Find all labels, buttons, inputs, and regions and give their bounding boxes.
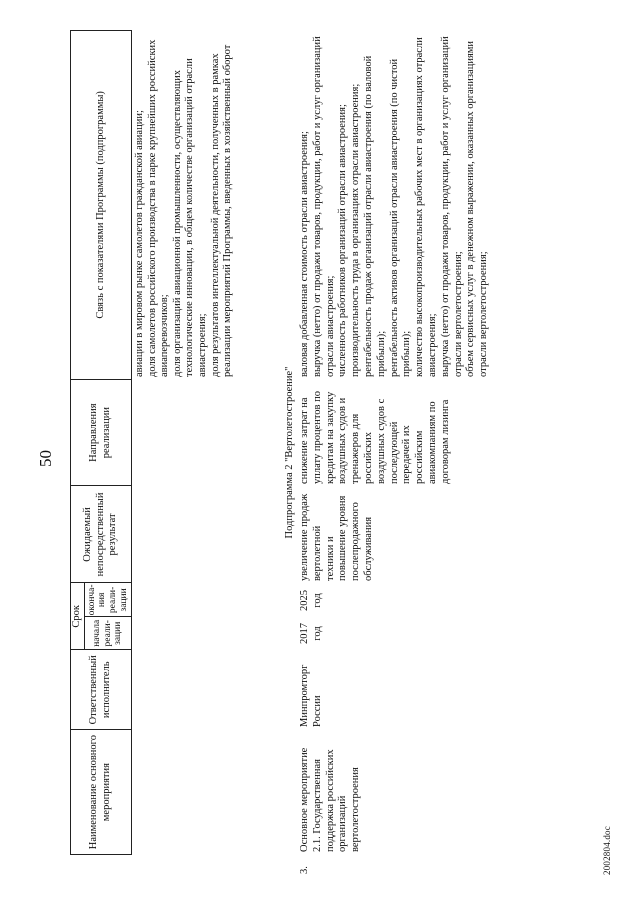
direction: снижение затрат на уплату процентов по кредитам на закупку воздушных судов и тренажеров для российских воздушных судов с последующей передачей их российским авиакомпаниям по договорам лизинга: [299, 391, 451, 484]
indicator-item: валовая добавленная стоимость отрасли авиастроения;: [299, 131, 310, 377]
header-result: Ожидаемый непосредственный результат: [71, 486, 132, 583]
indicator-links: [298, 30, 492, 380]
expected-result: увеличение продаж вертолетной техники и повышение уровня послепродажного обслуживания: [299, 493, 374, 581]
measure-name: Основное мероприятие 2.1. Государственная поддержка российских организаций вертолетостроения: [299, 747, 362, 852]
continuation-item: доля организаций авиационной промышленности, осуществляющих технологические инновации, в общем количестве организаций отрасли авиастроения;: [171, 58, 208, 377]
indicator-item: количество высокопроизводительных рабочих мест в организациях отрасли авиастроения;: [414, 37, 438, 377]
header-start: начала реали-зации: [84, 617, 131, 650]
table-header: [70, 30, 132, 855]
indicator-item: численность работников организаций отрасли авиастроения;: [337, 104, 349, 377]
indicator-item: производительность труда в организациях отрасли авиастроения;: [350, 83, 362, 377]
indicator-item: рентабельность продаж организаций отрасли авиастроения (по валовой прибыли);: [362, 55, 387, 377]
header-executor: Ответственный исполнитель: [71, 650, 132, 730]
continuation-item: доля самолетов российского производства в парке крупнейших российских авиаперевозчиков;: [146, 39, 171, 377]
continuation-item: авиации в мировом рынке самолетов гражданской авиации;: [134, 110, 145, 377]
page-number: 50: [36, 450, 55, 467]
row-number: 3.: [299, 866, 310, 874]
end-year: 2025 год: [299, 590, 323, 611]
header-link: Связь с показателями Программы (подпрограммы): [71, 31, 132, 380]
indicator-item: рентабельность активов организаций отрасли авиастроения (по чистой прибыли);: [388, 58, 413, 377]
subprogram-title: Подпрограмма 2 "Вертолетостроение": [284, 366, 295, 539]
indicator-item: выручка (нетто) от продажи товаров, продукции, работ и услуг организаций отрасли вертолетостроения;: [439, 36, 464, 377]
header-direction: Направления реализации: [71, 379, 132, 486]
footer-filename: 2002804.doc: [602, 826, 612, 875]
continuation-item: доля результатов интеллектуальной деятельности, полученных в рамках реализации мероприятий Программы, введенных в хозяйственный оборот: [209, 44, 234, 377]
header-term: Срок: [71, 583, 85, 650]
indicator-item: выручка (нетто) от продажи товаров, продукции, работ и услуг организаций отрасли авиастроения;: [311, 36, 336, 377]
continuation-list: [134, 32, 235, 377]
indicator-item: объем сервисных услуг в денежном выражении, оказанных организациями отрасли вертолетостроения;: [465, 40, 490, 377]
executor: Минпромторг России: [299, 664, 323, 727]
header-end: оконча-ния реали-зации: [84, 583, 131, 617]
header-measure: Наименование основного мероприятия: [71, 730, 132, 855]
start-year: 2017 год: [299, 623, 323, 644]
measure-row: [298, 30, 492, 877]
